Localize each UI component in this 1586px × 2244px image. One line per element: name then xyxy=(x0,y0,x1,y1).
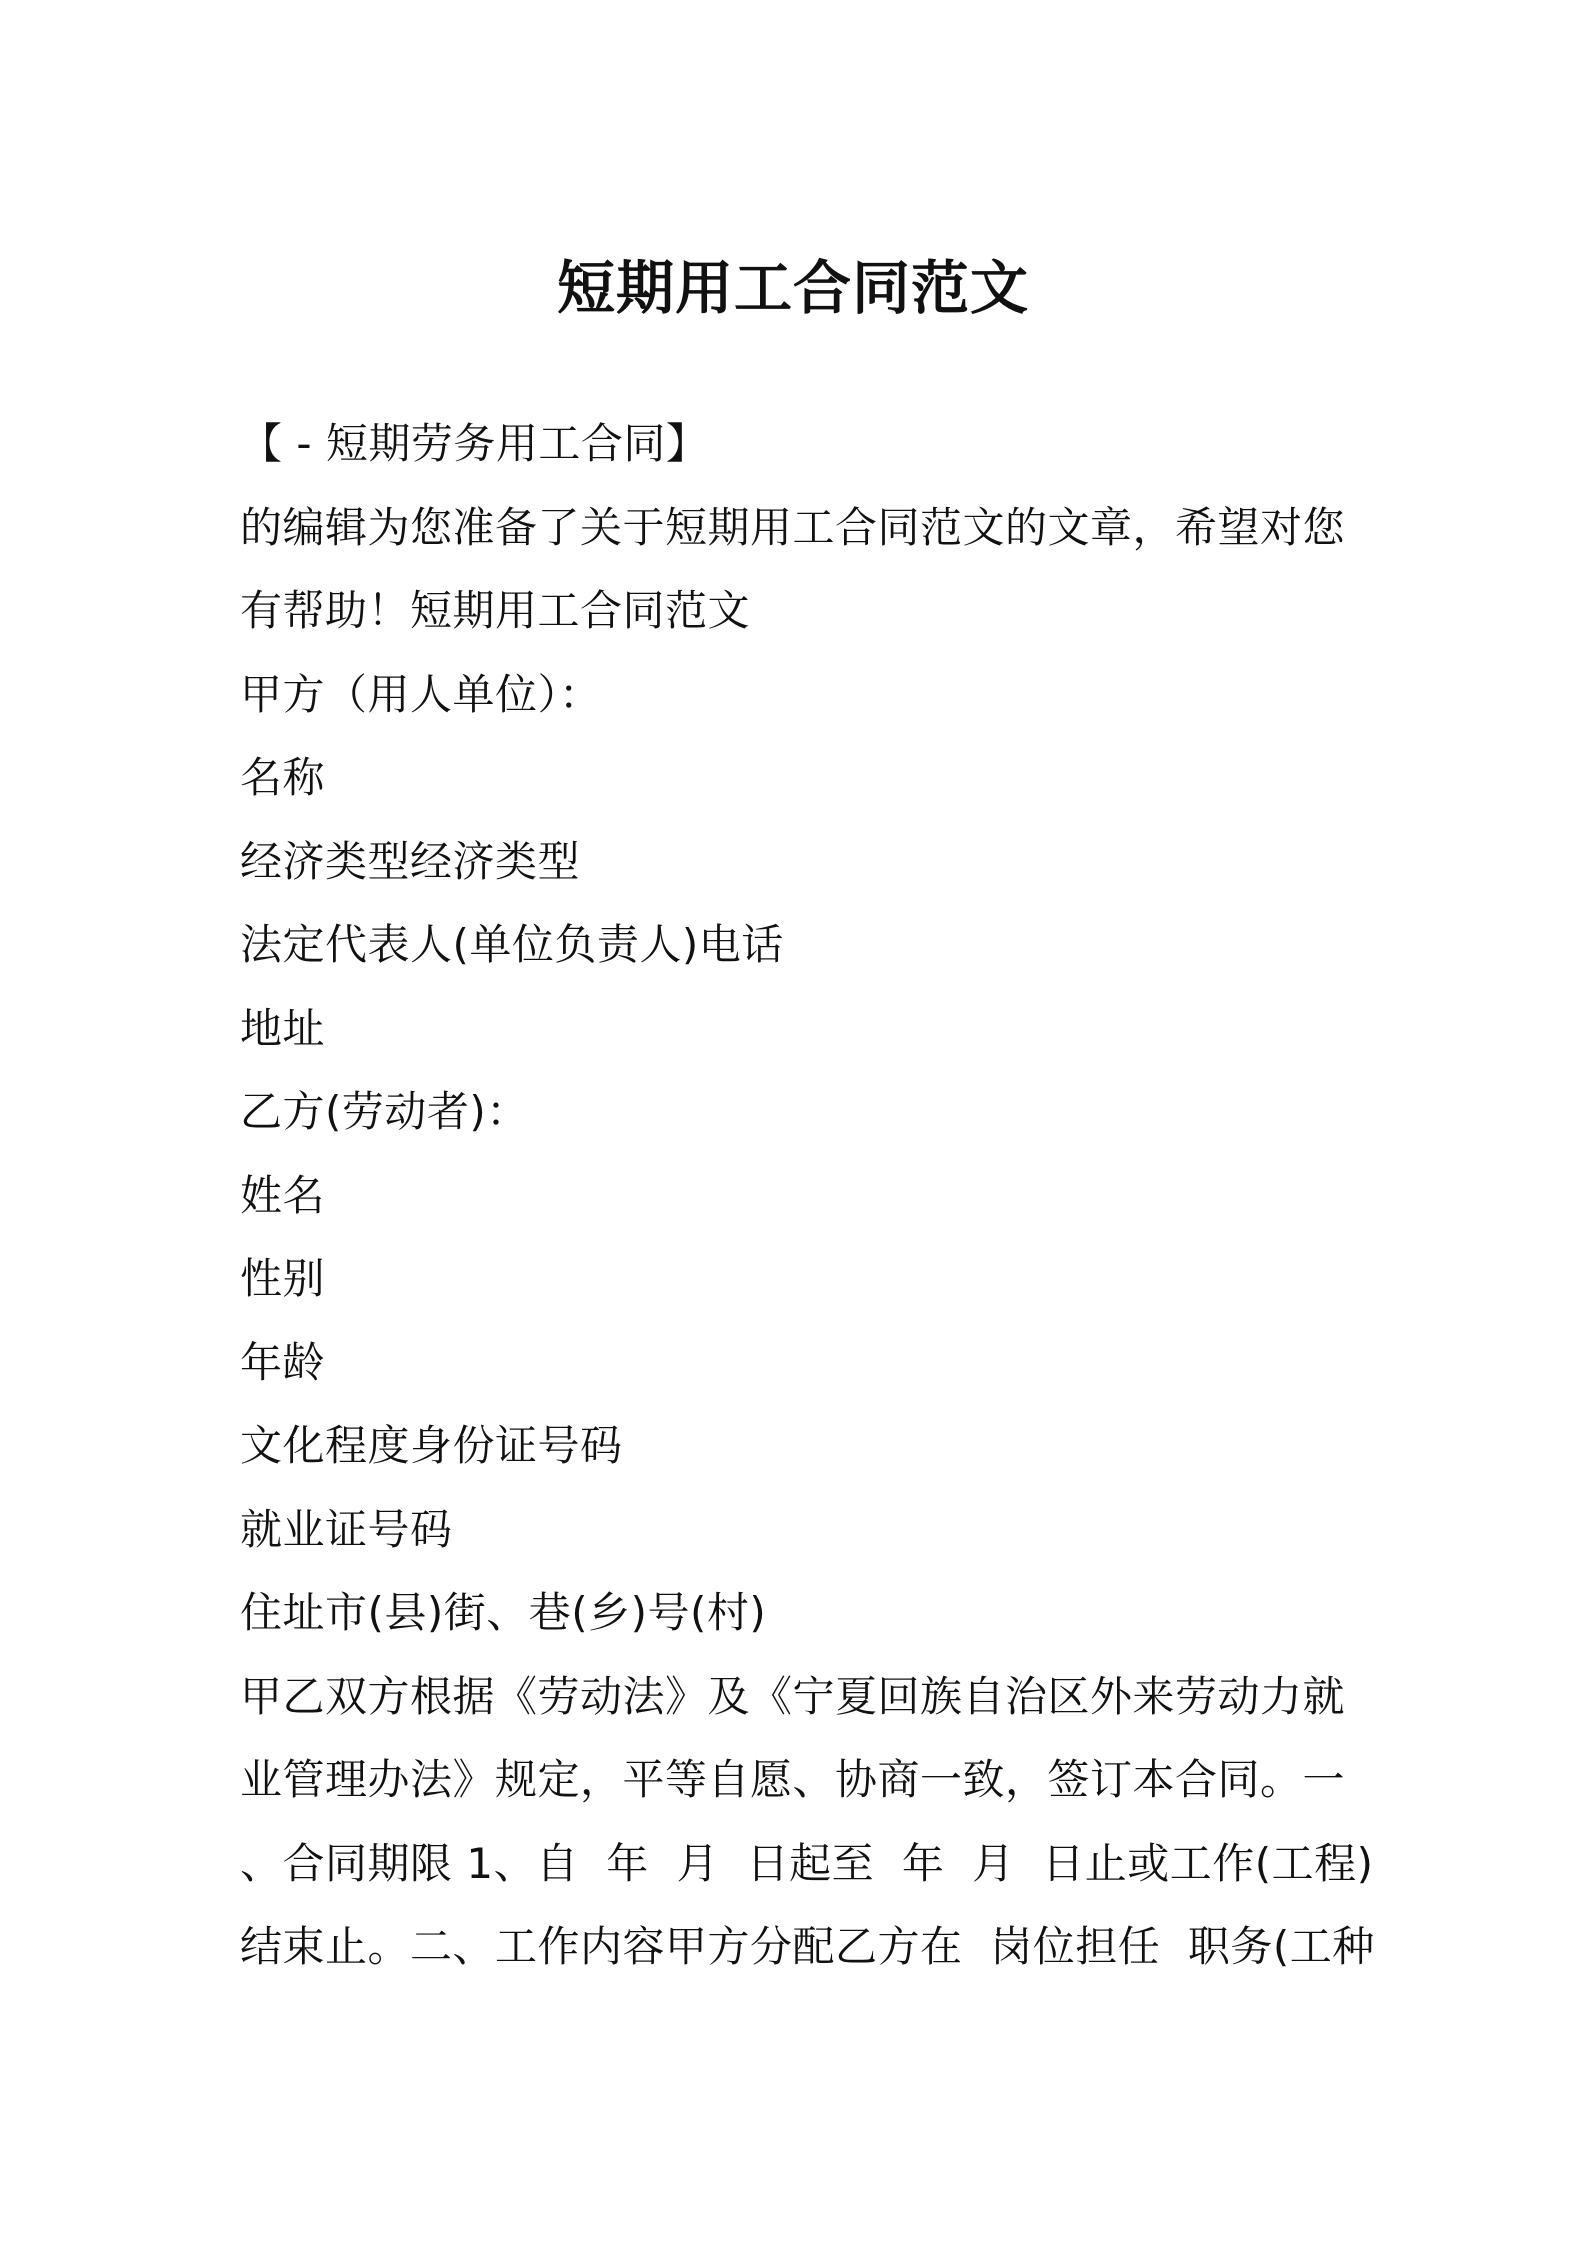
body-line: 名称 xyxy=(240,753,326,802)
body-line: 文化程度身份证号码 xyxy=(240,1421,623,1470)
body-line: 甲方（用人单位）： xyxy=(240,669,602,719)
body-line: 姓名 xyxy=(240,1170,326,1220)
body-line: 、合同期限 1、自 年 月 日起至 年 月 日止或工作(工程) xyxy=(240,1838,1374,1888)
body-line: 住址市(县)街、巷(乡)号(村) xyxy=(240,1588,767,1637)
body-line: 乙方(劳动者)： xyxy=(240,1087,529,1136)
body-line: 地址 xyxy=(240,1003,326,1053)
body-line: 有帮助！短期用工合同范文 xyxy=(240,586,751,635)
body-line: 业管理办法》规定，平等自愿、协商一致，签订本合同。一 xyxy=(240,1755,1346,1804)
body-line: 【 - 短期劳务用工合同】 xyxy=(240,419,709,468)
document-body xyxy=(240,402,1375,1989)
body-line: 结束止。二、工作内容甲方分配乙方在 岗位担任 职务(工种 xyxy=(240,1922,1375,1971)
document-title: 短期用工合同范文 xyxy=(556,254,1029,322)
body-line: 就业证号码 xyxy=(240,1504,453,1554)
body-line: 的编辑为您准备了关于短期用工合同范文的文章，希望对您 xyxy=(240,502,1346,552)
body-line: 性别 xyxy=(240,1254,326,1303)
body-line: 年龄 xyxy=(240,1337,326,1387)
body-line: 经济类型经济类型 xyxy=(240,836,581,886)
body-line: 法定代表人(单位负责人)电话 xyxy=(240,920,784,969)
body-line: 甲乙双方根据《劳动法》及《宁夏回族自治区外来劳动力就 xyxy=(240,1671,1346,1721)
